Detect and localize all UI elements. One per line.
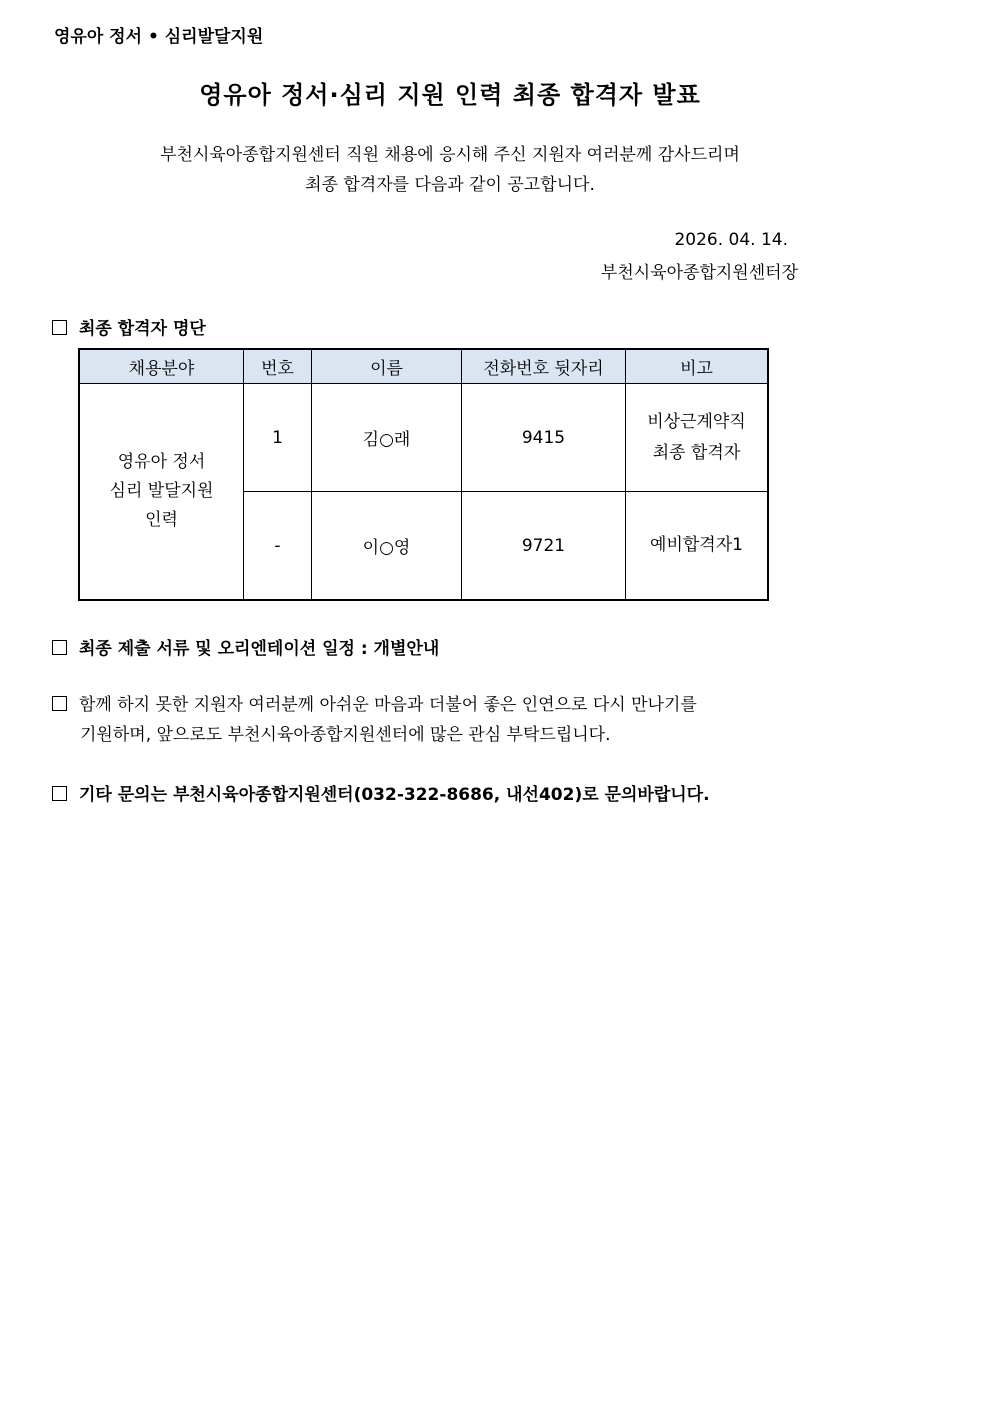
number-cell: - bbox=[244, 492, 312, 601]
document-title: 영유아 정서·심리 지원 인력 최종 합격자 발표 bbox=[199, 81, 701, 109]
document-header-tag: 영유아 정서 • 심리발달지원 bbox=[54, 27, 264, 47]
checkbox-square-icon bbox=[52, 640, 67, 655]
intro-line-2: 최종 합격자를 다음과 같이 공고합니다. bbox=[305, 175, 595, 195]
contact-notice bbox=[52, 780, 710, 805]
field-line-2: 심리 발달지원 bbox=[109, 481, 214, 501]
header-note: 비고 bbox=[626, 349, 769, 384]
signer: 부천시육아종합지원센터장 bbox=[600, 263, 798, 283]
name-cell: 이○영 bbox=[312, 492, 462, 601]
schedule-notice-text: 최종 제출 서류 및 오리엔테이션 일정 : 개별안내 bbox=[79, 639, 440, 659]
contact-notice-text: 기타 문의는 부천시육아종합지원센터(032-322-8686, 내선402)로 문의바랍니다. bbox=[79, 785, 710, 805]
thanks-line-1: 함께 하지 못한 지원자 여러분께 아쉬운 마음과 더불어 좋은 인연으로 다시 만나기를 bbox=[79, 695, 697, 715]
announcement-date: 2026. 04. 14. bbox=[674, 230, 788, 250]
phone-cell: 9721 bbox=[462, 492, 626, 601]
roster-heading bbox=[52, 314, 206, 339]
table-row bbox=[79, 384, 768, 492]
final-roster-table bbox=[78, 348, 769, 601]
checkbox-square-icon bbox=[52, 786, 67, 801]
header-number: 번호 bbox=[244, 349, 312, 384]
phone-cell: 9415 bbox=[462, 384, 626, 492]
schedule-notice bbox=[52, 634, 439, 659]
header-field: 채용분야 bbox=[79, 349, 244, 384]
note-line-1: 비상근계약직 bbox=[647, 411, 746, 432]
checkbox-square-icon bbox=[52, 320, 67, 335]
field-line-1: 영유아 정서 bbox=[117, 452, 206, 472]
roster-heading-text: 최종 합격자 명단 bbox=[79, 319, 206, 339]
intro-line-1: 부천시육아종합지원센터 직원 채용에 응시해 주신 지원자 여러분께 감사드리며 bbox=[160, 145, 740, 165]
thanks-notice bbox=[52, 690, 697, 750]
checkbox-square-icon bbox=[52, 696, 67, 711]
field-line-3: 인력 bbox=[145, 510, 178, 530]
header-phone: 전화번호 뒷자리 bbox=[462, 349, 626, 384]
note-cell bbox=[626, 384, 769, 492]
field-cell bbox=[79, 384, 244, 601]
intro-paragraph bbox=[0, 140, 900, 200]
thanks-line-2: 기원하며, 앞으로도 부천시육아종합지원센터에 많은 관심 부탁드립니다. bbox=[80, 725, 611, 745]
header-name: 이름 bbox=[312, 349, 462, 384]
name-cell: 김○래 bbox=[312, 384, 462, 492]
note-line-1: 예비합격자1 bbox=[650, 535, 743, 555]
note-line-2: 최종 합격자 bbox=[652, 442, 741, 463]
number-cell: 1 bbox=[244, 384, 312, 492]
note-cell bbox=[626, 492, 769, 601]
table-header-row bbox=[79, 349, 768, 384]
